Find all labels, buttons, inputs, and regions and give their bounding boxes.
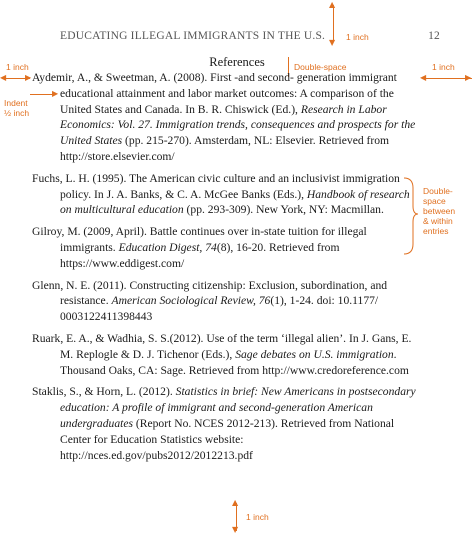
page-number: 12 [428, 30, 440, 42]
reference-entry: Gilroy, M. (2009, April). Battle continues over in-state tuition for illegal immigrants. Education Digest, 74(8), 16-20. Retrieved from https://www.eddigest.com/ [32, 225, 367, 270]
running-header [60, 30, 440, 42]
reference-entry: Ruark, E. A., & Wadhia, S. S.(2012). Use of the term ‘illegal alien’. In J. Gans, E. M. Replogle & D. J. Tichenor (Eds.), Sage debates on U.S. immigration. Thousand Oaks, CA: Sage. Retrieved from http://www.credoreference.com [32, 331, 412, 377]
arrow-left-icon: ◀ [420, 73, 427, 82]
arrow-down-icon: ▼ [232, 525, 239, 534]
reference-entry: Glenn, N. E. (2011). Constructing citizenship: Exclusion, subordination, and resistance. American Sociological Review, 76(1), 1-24. doi: 10.1177/ 0003122411398443 [32, 278, 388, 324]
bottom-margin-label: 1 inch [246, 512, 269, 522]
reference-entry: Fuchs, L. H. (1995). The American civic culture and an inclusivist immigration policy. In J. A. Banks, & C. A. McGee Banks (Eds.), Handbook of research on multicultural education (pp. 293-309). New York, NY: Macmillan. [32, 171, 410, 217]
reference-entry: Staklis, S., & Horn, L. (2012). Statistics in brief: New Americans in postsecondary education: A profile of immigrant and second-generation American undergraduates (Report No. NCES 2012-213). Retrieved from National Center for Education Statistics website: http://nces.ed.gov/pubs2012/2012213.pdf [32, 385, 416, 462]
running-head-text: EDUCATING ILLEGAL IMMIGRANTS IN THE U.S. [60, 30, 326, 42]
arrow-right-icon: ▶ [52, 89, 59, 98]
left-margin-label: 1 inch [6, 62, 29, 72]
indent-label: Indent ½ inch [4, 98, 30, 118]
top-margin-label: 1 inch [346, 32, 369, 42]
double-space-label: Double-space [294, 62, 347, 72]
arrow-right-icon: ▶ [25, 73, 32, 82]
right-margin-label: 1 inch [432, 62, 455, 72]
arrow-up-icon: ▲ [232, 498, 239, 507]
references-title: References [209, 55, 265, 69]
arrow-left-icon: ◀ [0, 73, 7, 82]
references-list [32, 70, 417, 469]
arrow-up-icon: ▲ [329, 0, 336, 9]
arrow-down-icon: ▼ [329, 38, 336, 47]
double-space-entries-label: Double- space between & within entries [423, 186, 456, 236]
reference-entry: Aydemir, A., & Sweetman, A. (2008). First -and second- generation immigrant educational attainment and labor market outcomes: A comparison of the United States and Canada. In B. R. Chiswick (Ed.), Research in Labor Economics: Vol. 27. Immigration trends, consequences and prospects for the United States (pp. 215-270). Amsterdam, NL: Elsevier. Retrieved from http://store.elsevier.com/ [32, 71, 416, 163]
top-margin-line [333, 5, 334, 41]
arrow-right-icon: ▶ [465, 73, 472, 82]
